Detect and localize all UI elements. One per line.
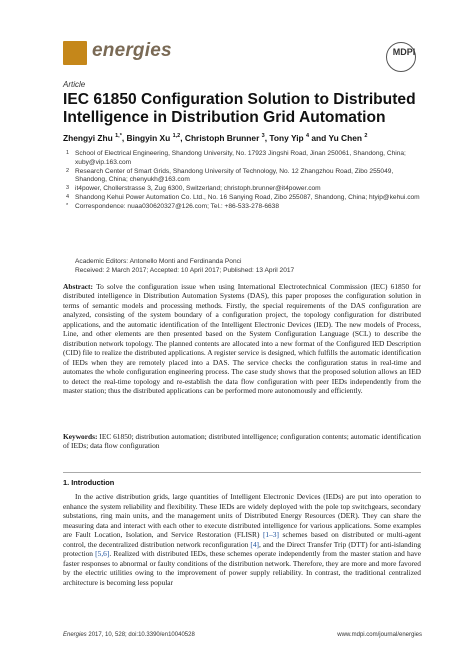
affiliation-item xyxy=(66,185,426,194)
intro-paragraph xyxy=(63,492,421,587)
journal-logo-icon xyxy=(63,41,87,65)
body-text: In the active distribution grids, large quantities of Intelligent Electronic Devices (IEDs) are put into operation to enhance the system reliability and flexibility. These IEDs are widely deployed with the pole top switchgears, secondary substations, ring main units, and the management units of Distributed Energy Resources (DER). They can share the measuring data and interact with each other to execute distributed intelligence for various applications. Some examples are Fault Location, Isolation, and Service Restoration (FLISR) xyxy=(63,492,421,540)
author-list: Zhengyi Zhu $^{1,*}$, Bingyin Xu $^{1,2}$, Christoph Brunner $^3$, Tony Yip $^4$ and Yu Chen $^2$ xyxy=(63,133,368,143)
abstract-text: To solve the configuration issue when using International Electrotechnical Commission (IEC) 61850 for distributed intelligence in Distribution Automation Systems (DAS), this paper proposes the configuration solution in terms of semantic models and processing methods. Firstly, the special requirements of the DAS configuration are analyzed, consisting of the system boundary of a configuration project, the topology configuration for distributed applications, and the automatic identification of the Intelligent Electronic Devices (IED). The new models of Process, Line, and other elements are then presented based on the System Configuration Language (SCL) to describe the distribution network topology. The planned contents are allocated into a new format of the Configured IED Description (CID) file to realize the distributed applications. A register service is designed, which fulfills the automatic identification of IEDs when they are remotely placed into a DAS. The service checks the configuration status in real-time and automates the whole configuration engineering process. The case study shows that the proposed solution allows an IED to detect the real-time topology and re-establish the data flow configuration with peer IEDs independently from the master station; thus the distributed applications can be performed more autonomously and efficiently. xyxy=(63,282,421,395)
author-sup: 2 xyxy=(364,133,368,140)
author-sup: 1,2 xyxy=(172,133,181,140)
paper-title: IEC 61850 Configuration Solution to Distributed Intelligence in Distribution Grid Automation xyxy=(63,91,416,126)
affiliation-item xyxy=(66,203,426,212)
body-text: , and the Direct Transfer Trip (DTT) for anti-islanding protection xyxy=(63,539,421,559)
journal-name: energies xyxy=(92,40,172,61)
affiliation-text: Research Center of Smart Grids, Shandong University of Technology, No. 12 Zhangzhou Road, Zibo 255049, Shandong, China; chenyukh@163.com xyxy=(75,167,394,184)
affiliation-text: it4power, Chollerstrasse 3, Zug 6300, Switzerland; christoph.brunner@it4power.com xyxy=(75,185,321,193)
body-text: . Realized with distributed IEDs, these schemes operate independently from the master station and have faster responses to abnormal or faulty conditions of the distribution network. Therefore, they are more and more favored by the electric utilities owing to the improvement of power supply reliability. In contrast, the traditional centralized architecture is becoming less popular xyxy=(63,549,421,587)
keywords-block xyxy=(63,432,421,451)
affiliation-text: Shandong Kehui Power Automation Co. Ltd., No. 16 Sanying Road, Zibo 255087, Shandong, China; htyip@kehui.com xyxy=(75,193,420,201)
affiliation-number: 1 xyxy=(66,150,70,156)
author-sup: 4 xyxy=(306,133,310,140)
affiliation-list xyxy=(66,150,426,212)
footer-citation xyxy=(63,632,195,638)
publication-dates: Received: 2 March 2017; Accepted: 10 April 2017; Published: 13 April 2017 xyxy=(75,266,295,274)
author-sup: 3 xyxy=(261,133,265,140)
footer-url[interactable]: www.mdpi.com/journal/energies xyxy=(337,632,422,638)
publisher-logo-text: MDPI xyxy=(392,47,416,57)
affiliation-number: 2 xyxy=(66,167,70,174)
author-sup: 1,* xyxy=(115,133,122,140)
footer-doi: 2017, 10, 528; doi:10.3390/en10040528 xyxy=(86,632,195,638)
article-type: Article xyxy=(63,80,86,89)
affiliation-number: 4 xyxy=(66,193,70,200)
affiliation-number: 3 xyxy=(66,185,70,192)
author-name: Bingyin Xu xyxy=(126,133,171,143)
citation-link[interactable]: [5,6] xyxy=(95,549,110,559)
section-heading: 1. Introduction xyxy=(63,478,115,487)
affiliation-number: * xyxy=(66,202,69,209)
keywords-text: IEC 61850; distribution automation; distributed intelligence; configuration contents; automatic identification of IEDs; data flow configuration xyxy=(63,432,421,451)
author-name: Yu Chen xyxy=(328,133,362,143)
footer-journal: Energies xyxy=(63,632,87,638)
section-divider xyxy=(63,472,421,473)
body-text: schemes based on distributed or multi-agent control, the decentralized distribution network reconfiguration xyxy=(63,530,421,549)
affiliation-item xyxy=(66,168,426,186)
keywords-label: Keywords: xyxy=(63,432,98,441)
affiliation-item xyxy=(66,150,426,168)
author-name: Christoph Brunner xyxy=(184,133,260,143)
citation-link[interactable]: [1–3] xyxy=(262,530,279,540)
author-name: Zhengyi Zhu xyxy=(63,133,113,143)
citation-link[interactable]: [4] xyxy=(250,539,260,549)
affiliation-item xyxy=(66,194,426,203)
abstract-label: Abstract: xyxy=(63,282,93,291)
author-name: Tony Yip xyxy=(269,133,304,143)
abstract-block xyxy=(63,282,421,395)
correspondence-text: Correspondence: nuaa030620327@126.com; Tel.: +86-533-278-6638 xyxy=(75,202,279,210)
academic-editors: Academic Editors: Antonello Monti and Ferdinanda Ponci xyxy=(75,258,242,265)
article-meta xyxy=(75,258,435,276)
affiliation-text: School of Electrical Engineering, Shandong University, No. 17923 Jingshi Road, Jinan 250061, Shandong, China; xuby@vip.163.com xyxy=(75,150,406,166)
